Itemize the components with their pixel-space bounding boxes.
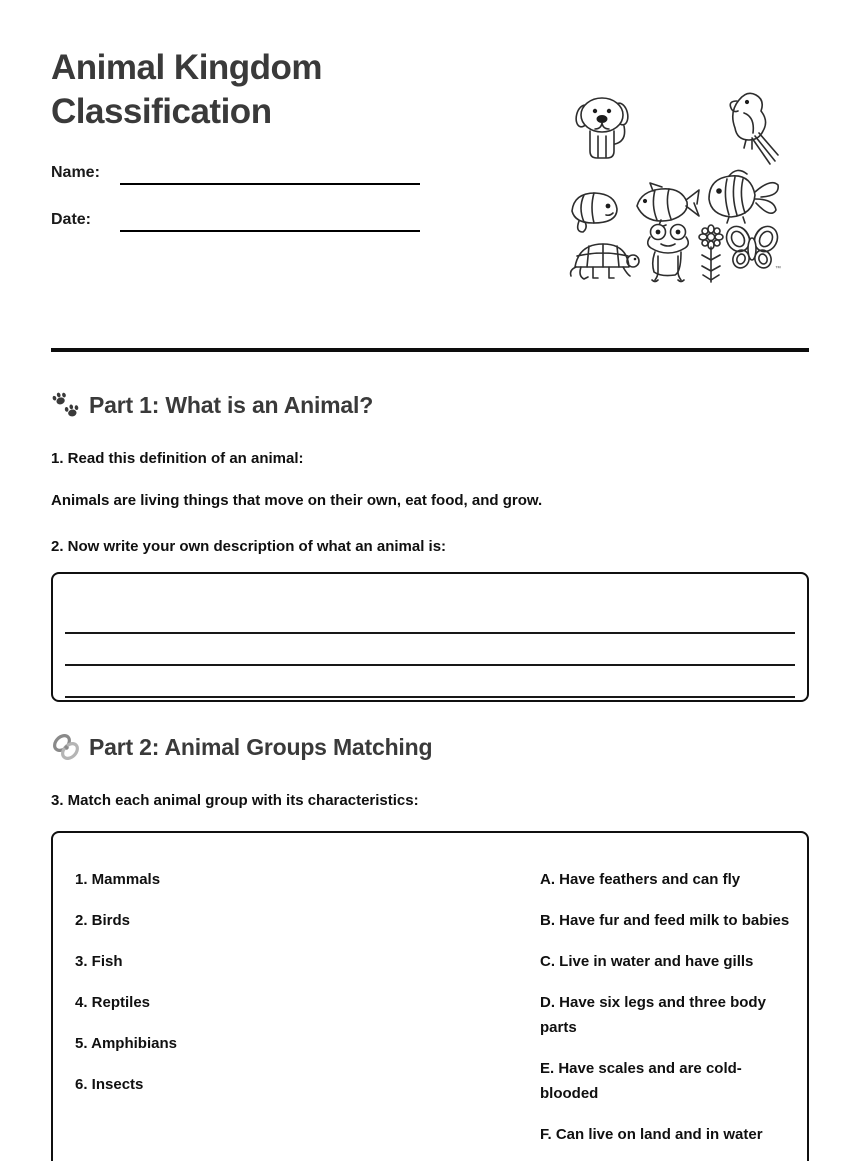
group-mammals[interactable]: 1. Mammals bbox=[75, 871, 161, 888]
turtle-icon bbox=[571, 244, 639, 279]
paw-prints-icon bbox=[51, 390, 81, 420]
clownfish-icon bbox=[637, 183, 699, 228]
worksheet-header bbox=[51, 0, 809, 348]
part2-heading bbox=[51, 732, 809, 762]
animals-clipart-image bbox=[559, 86, 809, 286]
date-input-line[interactable] bbox=[120, 210, 420, 232]
group-reptiles[interactable]: 4. Reptiles bbox=[75, 994, 151, 1011]
name-input-line[interactable] bbox=[120, 163, 420, 185]
flower-icon bbox=[699, 225, 723, 282]
butterfly-icon bbox=[722, 222, 782, 272]
goldfish-icon bbox=[709, 170, 778, 223]
fish-icon bbox=[572, 193, 617, 232]
part1-item1: 1. Read this definition of an animal: bbox=[51, 450, 304, 467]
animal-groups-column bbox=[53, 867, 540, 1113]
characteristic-b[interactable]: B. Have fur and feed milk to babies bbox=[540, 912, 790, 929]
date-label: Date: bbox=[51, 211, 92, 228]
characteristic-c[interactable]: C. Live in water and have gills bbox=[540, 953, 754, 970]
group-fish[interactable]: 3. Fish bbox=[75, 953, 123, 970]
matching-box bbox=[51, 831, 809, 1161]
section-divider bbox=[51, 348, 809, 352]
name-label: Name: bbox=[51, 164, 100, 181]
answer-box bbox=[51, 572, 809, 702]
link-icon bbox=[51, 732, 81, 762]
name-field-row bbox=[51, 163, 420, 185]
date-field-row bbox=[51, 210, 420, 232]
writing-line-2[interactable] bbox=[65, 634, 795, 666]
part2-heading-text: Part 2: Animal Groups Matching bbox=[89, 734, 433, 760]
characteristic-e[interactable]: E. Have scales and are cold-blooded bbox=[540, 1060, 742, 1102]
writing-line-1[interactable] bbox=[65, 603, 795, 634]
parrot-icon bbox=[730, 93, 778, 164]
group-birds[interactable]: 2. Birds bbox=[75, 912, 131, 929]
page-title: Animal Kingdom Classification bbox=[51, 48, 323, 131]
frog-icon bbox=[648, 225, 689, 282]
group-insects[interactable]: 6. Insects bbox=[75, 1076, 144, 1093]
characteristic-f[interactable]: F. Can live on land and in water bbox=[540, 1126, 763, 1143]
characteristic-d[interactable]: D. Have six legs and three body parts bbox=[540, 994, 766, 1036]
writing-line-3[interactable] bbox=[65, 666, 795, 698]
characteristic-a[interactable]: A. Have feathers and can fly bbox=[540, 871, 741, 888]
group-amphibians[interactable]: 5. Amphibians bbox=[75, 1035, 177, 1052]
part1-item2: 2. Now write your own description of what an animal is: bbox=[51, 538, 447, 555]
characteristics-column bbox=[540, 867, 790, 1161]
part1-heading-text: Part 1: What is an Animal? bbox=[89, 392, 374, 418]
part1-definition: Animals are living things that move on their own, eat food, and grow. bbox=[51, 492, 543, 509]
dog-icon bbox=[574, 98, 630, 158]
trademark-text: ™ bbox=[775, 266, 781, 272]
part1-heading bbox=[51, 390, 809, 420]
part2-item3: 3. Match each animal group with its characteristics: bbox=[51, 792, 419, 809]
